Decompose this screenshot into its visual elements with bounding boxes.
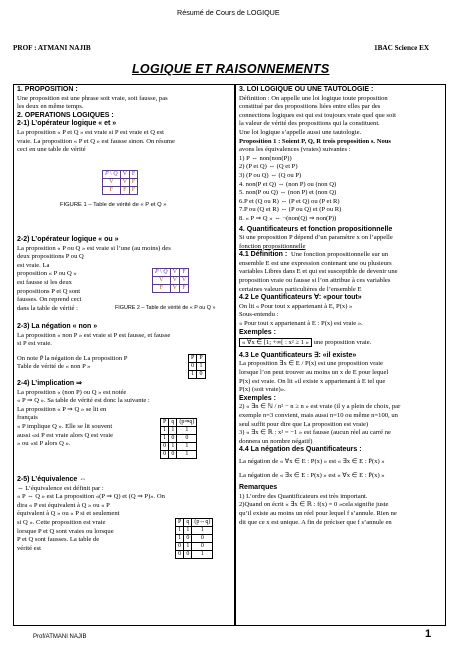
paragraph-line: dit que ce x est unique. A fin de préciser que f s’annule en — [239, 518, 392, 526]
table-cell: V — [170, 277, 179, 285]
table-cell: 0 — [169, 451, 177, 459]
paragraph-line: Une loi logique s’appelle aussi une tautologie. — [239, 128, 362, 136]
paragraph-line: On lit « Pour tout x appartenant à E, P(x) » — [239, 302, 353, 310]
table-cell: V — [170, 285, 179, 293]
table-cell: 1 — [184, 543, 192, 551]
paragraph-line: seul suffit pour dire que La proposition est vraie) — [239, 420, 369, 428]
subsection-title: 2-4) L’implication ⇒ — [17, 380, 82, 387]
subsection-title: 4.3 Le Quantificateurs ∃: «il existe» — [239, 351, 357, 359]
paragraph-line: « P implique Q ». Elle se lit souvent — [17, 422, 113, 430]
table-cell: 0 — [176, 551, 184, 559]
law-line: 3) (P ou Q) ⇔ (Q ou P) — [239, 171, 302, 179]
paragraph-line: lorsque P et Q sont vraies ou lorsque — [17, 527, 114, 535]
table-cell: 0 — [184, 551, 192, 559]
table-cell: 0 — [161, 443, 169, 451]
paragraph-line: ⇔ L’équivalence est définit par : — [17, 484, 104, 492]
paragraph-line: la valeur de vérité des propositions qui la constituent. — [239, 120, 380, 128]
paragraph-line: équivalent à Q » ou « P si et seulement — [17, 510, 120, 518]
paragraph-line: fausses. On reprend ceci — [17, 296, 82, 304]
main-title: LOGIQUE ET RAISONNEMENTS — [132, 62, 330, 76]
paragraph-line: proposition vraie ou fausse si l’on attribue à ces variables — [239, 277, 391, 285]
paragraph-line: vérité est — [17, 544, 41, 552]
figure-caption: FIGURE 2 – Table de vérité de « P ou Q » — [115, 305, 216, 311]
paragraph-line: Si une proposition P dépend d’un paramètre x on l’appelle — [239, 234, 393, 242]
table-cell: 0 — [161, 451, 169, 459]
table-cell: F — [129, 179, 137, 187]
paragraph-line: 2)Quand on écrit « ∃x ∈ ℝ : f(x) = 0 »cela signifie juste — [239, 501, 389, 509]
paragraph-line: » ou «si P alors Q ». — [17, 440, 71, 448]
paragraph-line: proposition « P ou Q » — [17, 270, 77, 278]
table-cell: V — [179, 277, 188, 285]
paragraph-line: Proposition 1 : Soient P, Q, R trois proposition s. Nous — [239, 137, 391, 145]
table-cell: F — [103, 187, 121, 195]
paragraph-line: si Q ». Cette proposition est vraie — [17, 518, 106, 526]
table-cell: 1 — [176, 535, 184, 543]
paragraph-line: est vraie. La — [17, 261, 50, 269]
paragraph-line: qu’il existe au moins un réel pour lequel f s’annule. Rien ne — [239, 509, 397, 517]
table-cell: 1 — [161, 427, 169, 435]
table-cell: 1 — [177, 443, 197, 451]
table-cell: q — [184, 519, 192, 527]
figure-caption: FIGURE 1 – Table de vérité de « P et Q » — [60, 202, 167, 208]
table-cell: 1 — [177, 427, 197, 435]
table-cell: (p⇔q) — [192, 519, 213, 527]
paragraph-line: La proposition « (non P) ou Q » est notée — [17, 388, 127, 396]
paragraph-line: les deux en même temps. — [17, 103, 84, 111]
table-cell: 0 — [176, 543, 184, 551]
table-cell: P — [176, 519, 184, 527]
table-cell: 1 — [192, 527, 213, 535]
paragraph-line: lorsque l’on peut trouver au moins un x de E pour lequel — [239, 369, 389, 376]
section-title: 4. Quantificateurs et fonction propositionnelle — [239, 225, 393, 233]
not-truth-table — [188, 354, 206, 379]
paragraph-line: donnera un nombre négatif) — [239, 437, 313, 445]
paragraph-line — [239, 339, 442, 348]
subsection-title: 4.4 La négation des Quantificateurs : — [239, 446, 362, 454]
table-cell: V — [170, 269, 179, 277]
table-cell: P \ Q — [103, 171, 121, 179]
table-cell: (p⇒q) — [177, 419, 197, 427]
footer-author: Prof/ATMANI NAJIB — [33, 634, 87, 640]
table-cell: 0 — [189, 363, 197, 371]
section-title: 3. LOI LOGIQUE OU UNE TAUTOLOGIE : — [239, 86, 374, 93]
paragraph-line: vraie. La proposition « P et Q » est fausse sinon. On résume — [17, 137, 175, 145]
subsection-title: 4.1 Définition : — [239, 251, 288, 259]
law-line: 2) (P et Q) ⇔ (Q et P) — [239, 163, 298, 171]
negation-line: La négation de « ∀x ∈ E : P(x) » est « ∃x ∈ E : P̄(x) » — [239, 457, 385, 465]
paragraph-line: 3) « ∃x ∈ ℝ : x² = −1 » est fausse (aucun réel au carré ne — [239, 429, 391, 437]
law-line: 6.P et (Q ou R) ⇔ (P et Q) ou (P et R) — [239, 197, 340, 205]
and-truth-table — [102, 170, 138, 195]
paragraph-line: connections logiques est qui est toujours vraie quel que soit — [239, 111, 396, 119]
paragraph-line: est fausse si les deux — [17, 278, 72, 286]
top-title: Résumé de Cours de LOGIQUE — [177, 8, 280, 17]
paragraph-line: variables Libres dans E et qui est susceptible de devenir une — [239, 268, 398, 276]
paragraph-line: avons les équivalences (vraies) suivantes : — [239, 146, 351, 154]
table-cell: q — [169, 419, 177, 427]
paragraph-line: dans la table de vérité : — [17, 304, 78, 312]
paragraph-line: « P ⇔ Q » est La proposition «(P ⇒ Q) et (Q ⇒ P)». On — [17, 493, 165, 501]
table-cell: 0 — [197, 371, 205, 379]
paragraph-line: « Pour tout x appartenant à E : P(x) est vraie ». — [239, 320, 363, 328]
paragraph-line: exemple n=3 convient, mais aussi n=10 ou même n=100, un — [239, 411, 398, 419]
paragraph-line: ceci en une table de vérité — [17, 146, 86, 154]
subsection-title: 2-3) La négation « non » — [17, 323, 98, 330]
left-column-or — [17, 236, 231, 313]
table-cell: 0 — [192, 535, 213, 543]
paragraph-line: 2) « ∃n ∈ ℕ / n² − n ≥ n » est vraie (il y a plein de choix, par — [239, 403, 401, 411]
example-title: Exemples : — [239, 394, 276, 402]
paragraph-line: fonction propositionnelle — [239, 242, 306, 250]
table-cell: F — [129, 187, 137, 195]
table-cell: P \ Q — [153, 269, 171, 277]
law-line: 4. non(P et Q) ⇔ (non P) ou (non Q) — [239, 180, 337, 188]
paragraph-line: P(x) (soit vraie)». — [239, 386, 286, 394]
table-cell: 0 — [192, 543, 213, 551]
paragraph-line: Une fonction propositionnelle sur un — [291, 251, 389, 259]
paragraph-line: La proposition « P et Q » est vraie si P est vraie et Q est — [17, 128, 164, 136]
table-cell: 1 — [169, 427, 177, 435]
section-title: 2. OPERATIONS LOGIQUES : — [17, 111, 114, 119]
table-cell: F — [120, 187, 129, 195]
right-column — [239, 86, 442, 527]
paragraph-line: On note P̄ la négation de La proposition P — [17, 354, 128, 362]
paragraph-line: 1) L’ordre des Quantificateurs est très important. — [239, 492, 368, 500]
law-line: 7.P ou (Q et R) ⇔ (P ou Q) et (P ou R) — [239, 206, 342, 214]
paragraph-line: ensemble E est une expression contenant une ou plusieurs — [239, 259, 392, 267]
paragraph-line: aussi «si P est vraie alors Q est vraie — [17, 431, 114, 439]
table-cell: 1 — [169, 443, 177, 451]
prof-name: PROF : ATMANI NAJIB — [13, 44, 91, 52]
paragraph-line: constitué par des propositions liées entre elles par des — [239, 103, 381, 111]
paragraph-line: français — [17, 414, 38, 422]
subsection-title: 2-1) L’opérateur logique « et » — [17, 120, 117, 128]
table-cell: 0 — [169, 435, 177, 443]
table-cell: V — [153, 277, 171, 285]
law-line: 8. « P ⇒ Q » ⇔ ¬(non(Q) ⇒ non(P)) — [239, 214, 337, 222]
remarks-title: Remarques — [239, 484, 278, 492]
paragraph-line: dira « P est équivalent à Q » ou « P — [17, 501, 110, 509]
table-cell: F — [153, 285, 171, 293]
table-cell: 1 — [161, 435, 169, 443]
paragraph-line: Une proposition est une phrase soit vraie, soit fausse, pas — [17, 94, 168, 102]
negation-line: La négation de « ∃x ∈ E : P(x) » est « ∀x ∈ E : P̄(x) » — [239, 471, 385, 479]
page-number: 1 — [425, 628, 432, 640]
table-cell: V — [103, 179, 121, 187]
example-title: Exemples : — [239, 328, 276, 336]
paragraph-line: si P est vraie. — [17, 340, 52, 348]
section-title: 1. PROPOSITION : — [17, 86, 78, 93]
law-line: 1) P ⇔ non(non(P)) — [239, 154, 292, 162]
table-cell: P — [189, 355, 197, 363]
table-cell: P — [161, 419, 169, 427]
paragraph-line: propositions P et Q sont — [17, 287, 81, 295]
class-name: 1BAC Science EX — [374, 44, 430, 52]
table-cell: V — [120, 179, 129, 187]
table-cell: 1 — [177, 451, 197, 459]
example-formula: « ∀x ∈ [1; +∞[ : x² ≥ 1 » — [239, 338, 312, 347]
table-cell: V — [120, 171, 129, 179]
paragraph-line: « P ⇒ Q ». Sa table de vérité est donc la suivante : — [17, 397, 150, 405]
table-cell: 1 — [197, 363, 205, 371]
paragraph-line: Définition : On appelle une loi logique toute proposition — [239, 94, 388, 102]
table-cell: F — [179, 285, 188, 293]
paragraph-line: deux propositions P ou Q — [17, 253, 84, 261]
law-line: 5. non(P ou Q) ⇔ (non P) et (non Q) — [239, 189, 337, 197]
paragraph-line: P(x) est vraie. On lit «il existe x appartenant à E tel que — [239, 377, 386, 385]
paragraph-line: Table de vérité de « non P » — [17, 363, 91, 371]
paragraph-line: P et Q sont fausses. La table de — [17, 536, 100, 544]
implication-truth-table — [160, 418, 197, 459]
subsection-title: 2-5) L’équivalence ⇔ — [17, 476, 87, 483]
table-cell: 1 — [176, 527, 184, 535]
table-cell: 0 — [177, 435, 197, 443]
paragraph-line: La proposition « P ou Q » est vraie si l’une (au moins) des — [17, 244, 171, 252]
left-column-implication — [17, 380, 231, 449]
table-cell: 1 — [192, 551, 213, 559]
subsection-title: 4.2 Le Quantificateurs ∀: «pour tout» — [239, 294, 362, 302]
subsection-title: 2-2) L’opérateur logique « ou » — [17, 236, 119, 243]
paragraph-line: La proposition « non P » est vraie si P est fausse, et fausse — [17, 331, 171, 339]
example-comment: une proposition vraie. — [313, 339, 372, 347]
table-cell: 1 — [189, 371, 197, 379]
table-cell: 1 — [184, 527, 192, 535]
table-cell: F — [179, 269, 188, 277]
or-truth-table — [152, 268, 189, 293]
paragraph-line: certaines valeurs particulières de l’ensemble E — [239, 285, 362, 293]
left-column — [17, 86, 231, 155]
paragraph-line: La proposition ∃x ∈ E / P(x) est une proposition vraie — [239, 360, 383, 368]
paragraph-line: Sous-entendu : — [239, 311, 279, 319]
paragraph-line: La proposition « P ⇒ Q » se lit en — [17, 405, 107, 413]
table-cell: 0 — [184, 535, 192, 543]
table-cell: P̄ — [197, 355, 205, 363]
equivalence-truth-table — [175, 518, 213, 559]
table-cell: F — [129, 171, 137, 179]
